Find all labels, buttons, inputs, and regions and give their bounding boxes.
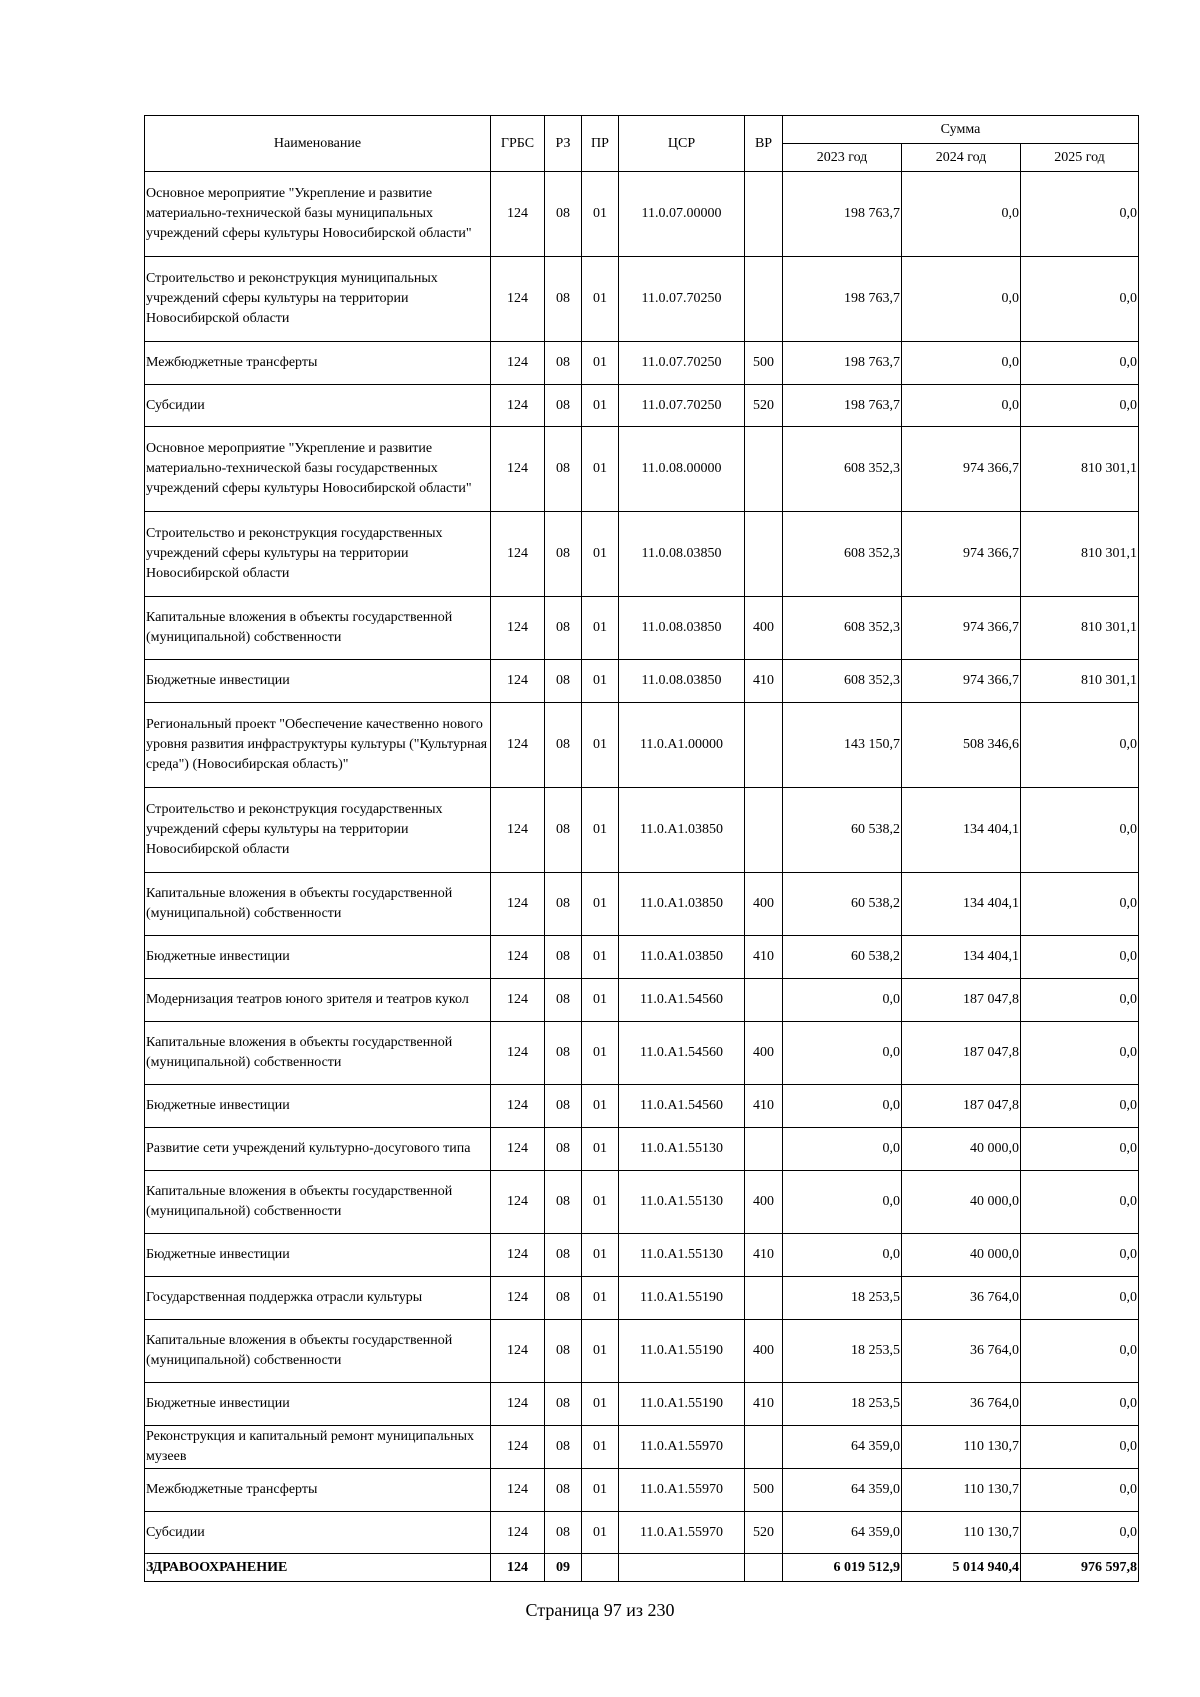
cell-vr: 410 [745, 1085, 783, 1128]
cell-rz: 08 [545, 703, 582, 788]
cell-vr: 400 [745, 873, 783, 936]
cell-y2023: 608 352,3 [783, 597, 902, 660]
cell-rz: 08 [545, 1128, 582, 1171]
cell-csr: 11.0.А1.55970 [619, 1512, 745, 1554]
cell-csr: 11.0.А1.00000 [619, 703, 745, 788]
cell-name: Бюджетные инвестиции [145, 1085, 491, 1128]
cell-y2024: 5 014 940,4 [902, 1554, 1021, 1582]
cell-grbs: 124 [491, 979, 545, 1022]
cell-csr: 11.0.А1.55130 [619, 1171, 745, 1234]
cell-name: Строительство и реконструкция государственных учреждений сферы культуры на территории Новосибирской области [145, 512, 491, 597]
cell-y2023: 0,0 [783, 979, 902, 1022]
cell-y2025: 0,0 [1021, 1171, 1139, 1234]
cell-grbs: 124 [491, 385, 545, 427]
cell-rz: 08 [545, 1234, 582, 1277]
cell-name: Бюджетные инвестиции [145, 1383, 491, 1426]
cell-pr: 01 [582, 1426, 619, 1469]
cell-name: Бюджетные инвестиции [145, 660, 491, 703]
cell-rz: 08 [545, 1469, 582, 1512]
cell-csr: 11.0.07.70250 [619, 385, 745, 427]
cell-y2024: 187 047,8 [902, 979, 1021, 1022]
cell-rz: 08 [545, 342, 582, 385]
cell-name: Межбюджетные трансферты [145, 1469, 491, 1512]
cell-y2024: 134 404,1 [902, 873, 1021, 936]
cell-vr [745, 172, 783, 257]
cell-pr: 01 [582, 385, 619, 427]
cell-name: ЗДРАВООХРАНЕНИЕ [145, 1554, 491, 1582]
cell-y2025: 0,0 [1021, 1512, 1139, 1554]
cell-y2025: 810 301,1 [1021, 512, 1139, 597]
cell-vr [745, 1426, 783, 1469]
cell-pr: 01 [582, 1022, 619, 1085]
cell-y2024: 36 764,0 [902, 1277, 1021, 1320]
cell-y2025: 0,0 [1021, 1469, 1139, 1512]
table-row [145, 1277, 1139, 1320]
cell-csr: 11.0.А1.54560 [619, 1022, 745, 1085]
cell-vr: 410 [745, 1383, 783, 1426]
cell-vr: 410 [745, 660, 783, 703]
header-grbs: ГРБС [491, 116, 545, 172]
cell-vr [745, 257, 783, 342]
header-vr: ВР [745, 116, 783, 172]
cell-csr: 11.0.08.03850 [619, 660, 745, 703]
cell-y2023: 198 763,7 [783, 172, 902, 257]
cell-grbs: 124 [491, 1022, 545, 1085]
cell-y2025: 810 301,1 [1021, 427, 1139, 512]
cell-y2023: 608 352,3 [783, 512, 902, 597]
cell-pr: 01 [582, 1469, 619, 1512]
cell-name: Модернизация театров юного зрителя и театров кукол [145, 979, 491, 1022]
cell-pr: 01 [582, 1085, 619, 1128]
cell-y2025: 0,0 [1021, 172, 1139, 257]
cell-grbs: 124 [491, 1320, 545, 1383]
cell-pr: 01 [582, 703, 619, 788]
cell-y2025: 0,0 [1021, 1426, 1139, 1469]
cell-grbs: 124 [491, 512, 545, 597]
cell-pr: 01 [582, 788, 619, 873]
cell-y2024: 40 000,0 [902, 1171, 1021, 1234]
header-csr: ЦСР [619, 116, 745, 172]
cell-csr: 11.0.А1.55130 [619, 1234, 745, 1277]
cell-y2024: 974 366,7 [902, 660, 1021, 703]
cell-csr: 11.0.А1.55970 [619, 1469, 745, 1512]
cell-grbs: 124 [491, 172, 545, 257]
cell-y2024: 0,0 [902, 257, 1021, 342]
cell-y2023: 60 538,2 [783, 936, 902, 979]
budget-table [144, 115, 1139, 1582]
page-number: Страница 97 из 230 [525, 1600, 675, 1620]
cell-vr [745, 427, 783, 512]
cell-y2023: 18 253,5 [783, 1320, 902, 1383]
cell-grbs: 124 [491, 936, 545, 979]
cell-y2024: 974 366,7 [902, 427, 1021, 512]
cell-name: Региональный проект "Обеспечение качественно нового уровня развития инфраструктуры культуры ("Культурная среда") (Новосибирская область)" [145, 703, 491, 788]
cell-y2023: 198 763,7 [783, 257, 902, 342]
cell-y2025: 0,0 [1021, 1277, 1139, 1320]
cell-rz: 08 [545, 172, 582, 257]
cell-rz: 08 [545, 427, 582, 512]
cell-y2025: 0,0 [1021, 788, 1139, 873]
cell-y2023: 64 359,0 [783, 1469, 902, 1512]
cell-rz: 08 [545, 512, 582, 597]
cell-vr [745, 979, 783, 1022]
table-row [145, 1128, 1139, 1171]
cell-pr: 01 [582, 1277, 619, 1320]
cell-name: Капитальные вложения в объекты государственной (муниципальной) собственности [145, 597, 491, 660]
cell-rz: 08 [545, 873, 582, 936]
cell-vr: 400 [745, 1171, 783, 1234]
cell-pr: 01 [582, 257, 619, 342]
cell-name: Основное мероприятие "Укрепление и развитие материально-технической базы государственных учреждений сферы культуры Новосибирской области" [145, 427, 491, 512]
cell-rz: 09 [545, 1554, 582, 1582]
cell-name: Капитальные вложения в объекты государственной (муниципальной) собственности [145, 1320, 491, 1383]
cell-rz: 08 [545, 1085, 582, 1128]
cell-vr: 400 [745, 1022, 783, 1085]
cell-vr [745, 1128, 783, 1171]
table-row [145, 873, 1139, 936]
table-body [145, 172, 1139, 1582]
cell-y2024: 187 047,8 [902, 1085, 1021, 1128]
cell-y2025: 0,0 [1021, 1022, 1139, 1085]
cell-vr [745, 703, 783, 788]
cell-pr: 01 [582, 936, 619, 979]
cell-grbs: 124 [491, 1554, 545, 1582]
table-header [145, 116, 1139, 172]
table-row [145, 1171, 1139, 1234]
cell-vr [745, 512, 783, 597]
cell-pr: 01 [582, 1128, 619, 1171]
cell-y2023: 0,0 [783, 1085, 902, 1128]
cell-csr [619, 1554, 745, 1582]
cell-grbs: 124 [491, 660, 545, 703]
cell-y2024: 110 130,7 [902, 1426, 1021, 1469]
cell-csr: 11.0.08.03850 [619, 512, 745, 597]
cell-name: Бюджетные инвестиции [145, 936, 491, 979]
cell-y2023: 64 359,0 [783, 1512, 902, 1554]
cell-csr: 11.0.А1.55190 [619, 1320, 745, 1383]
cell-y2024: 36 764,0 [902, 1383, 1021, 1426]
header-name: Наименование [145, 116, 491, 172]
table-row [145, 936, 1139, 979]
table-row [145, 172, 1139, 257]
cell-y2025: 810 301,1 [1021, 660, 1139, 703]
header-pr: ПР [582, 116, 619, 172]
cell-csr: 11.0.А1.55130 [619, 1128, 745, 1171]
cell-rz: 08 [545, 257, 582, 342]
cell-y2024: 40 000,0 [902, 1234, 1021, 1277]
cell-name: Строительство и реконструкция государственных учреждений сферы культуры на территории Новосибирской области [145, 788, 491, 873]
header-sum: Сумма [783, 116, 1139, 144]
cell-y2025: 0,0 [1021, 936, 1139, 979]
header-2023: 2023 год [783, 144, 902, 172]
cell-y2025: 0,0 [1021, 1383, 1139, 1426]
cell-y2024: 974 366,7 [902, 512, 1021, 597]
cell-csr: 11.0.А1.03850 [619, 936, 745, 979]
table-row [145, 597, 1139, 660]
table-row [145, 1320, 1139, 1383]
cell-csr: 11.0.А1.03850 [619, 788, 745, 873]
cell-grbs: 124 [491, 1128, 545, 1171]
cell-vr [745, 788, 783, 873]
cell-pr: 01 [582, 1383, 619, 1426]
cell-vr [745, 1277, 783, 1320]
cell-grbs: 124 [491, 1234, 545, 1277]
cell-vr [745, 1554, 783, 1582]
cell-y2023: 198 763,7 [783, 385, 902, 427]
table-row [145, 979, 1139, 1022]
cell-pr: 01 [582, 427, 619, 512]
cell-y2024: 0,0 [902, 172, 1021, 257]
cell-rz: 08 [545, 1277, 582, 1320]
cell-grbs: 124 [491, 1426, 545, 1469]
cell-grbs: 124 [491, 1383, 545, 1426]
cell-y2025: 0,0 [1021, 873, 1139, 936]
cell-vr: 400 [745, 597, 783, 660]
cell-y2023: 608 352,3 [783, 427, 902, 512]
cell-y2025: 0,0 [1021, 1320, 1139, 1383]
cell-pr: 01 [582, 172, 619, 257]
cell-rz: 08 [545, 1426, 582, 1469]
cell-y2025: 976 597,8 [1021, 1554, 1139, 1582]
cell-name: Субсидии [145, 1512, 491, 1554]
cell-rz: 08 [545, 1171, 582, 1234]
table-row [145, 342, 1139, 385]
cell-y2025: 0,0 [1021, 1085, 1139, 1128]
cell-y2025: 0,0 [1021, 1234, 1139, 1277]
cell-name: Развитие сети учреждений культурно-досугового типа [145, 1128, 491, 1171]
cell-rz: 08 [545, 979, 582, 1022]
header-2025: 2025 год [1021, 144, 1139, 172]
cell-y2024: 187 047,8 [902, 1022, 1021, 1085]
cell-y2024: 0,0 [902, 385, 1021, 427]
cell-y2023: 198 763,7 [783, 342, 902, 385]
cell-rz: 08 [545, 1383, 582, 1426]
cell-y2024: 110 130,7 [902, 1512, 1021, 1554]
cell-grbs: 124 [491, 703, 545, 788]
cell-y2023: 0,0 [783, 1234, 902, 1277]
cell-rz: 08 [545, 1512, 582, 1554]
cell-vr: 410 [745, 1234, 783, 1277]
cell-name: Субсидии [145, 385, 491, 427]
cell-csr: 11.0.08.00000 [619, 427, 745, 512]
cell-grbs: 124 [491, 257, 545, 342]
cell-csr: 11.0.08.03850 [619, 597, 745, 660]
cell-grbs: 124 [491, 1085, 545, 1128]
cell-vr: 410 [745, 936, 783, 979]
cell-grbs: 124 [491, 342, 545, 385]
cell-pr: 01 [582, 1171, 619, 1234]
cell-rz: 08 [545, 597, 582, 660]
table-row [145, 385, 1139, 427]
cell-y2023: 64 359,0 [783, 1426, 902, 1469]
cell-vr: 520 [745, 385, 783, 427]
cell-y2023: 6 019 512,9 [783, 1554, 902, 1582]
cell-grbs: 124 [491, 1171, 545, 1234]
header-rz: РЗ [545, 116, 582, 172]
cell-grbs: 124 [491, 427, 545, 512]
cell-grbs: 124 [491, 1469, 545, 1512]
cell-y2024: 110 130,7 [902, 1469, 1021, 1512]
table-row [145, 703, 1139, 788]
cell-pr: 01 [582, 873, 619, 936]
cell-y2025: 0,0 [1021, 342, 1139, 385]
cell-name: Строительство и реконструкция муниципальных учреждений сферы культуры на территории Новосибирской области [145, 257, 491, 342]
cell-y2024: 134 404,1 [902, 788, 1021, 873]
cell-csr: 11.0.А1.55190 [619, 1277, 745, 1320]
cell-y2024: 134 404,1 [902, 936, 1021, 979]
cell-name: Капитальные вложения в объекты государственной (муниципальной) собственности [145, 1171, 491, 1234]
cell-name: Реконструкция и капитальный ремонт муниципальных музеев [145, 1426, 491, 1469]
cell-y2025: 0,0 [1021, 1128, 1139, 1171]
cell-y2023: 18 253,5 [783, 1277, 902, 1320]
cell-y2023: 0,0 [783, 1022, 902, 1085]
cell-pr: 01 [582, 979, 619, 1022]
cell-grbs: 124 [491, 1512, 545, 1554]
cell-y2023: 0,0 [783, 1128, 902, 1171]
cell-y2025: 0,0 [1021, 385, 1139, 427]
table-row [145, 1512, 1139, 1554]
cell-csr: 11.0.07.00000 [619, 172, 745, 257]
cell-rz: 08 [545, 1320, 582, 1383]
cell-name: Бюджетные инвестиции [145, 1234, 491, 1277]
cell-y2024: 0,0 [902, 342, 1021, 385]
table-row [145, 788, 1139, 873]
cell-y2025: 0,0 [1021, 257, 1139, 342]
table-row [145, 257, 1139, 342]
header-2024: 2024 год [902, 144, 1021, 172]
cell-vr: 520 [745, 1512, 783, 1554]
cell-pr: 01 [582, 1320, 619, 1383]
cell-csr: 11.0.А1.55970 [619, 1426, 745, 1469]
cell-y2023: 608 352,3 [783, 660, 902, 703]
cell-rz: 08 [545, 385, 582, 427]
cell-y2023: 60 538,2 [783, 788, 902, 873]
table-row [145, 1383, 1139, 1426]
cell-vr: 500 [745, 1469, 783, 1512]
cell-pr: 01 [582, 597, 619, 660]
cell-csr: 11.0.07.70250 [619, 257, 745, 342]
cell-vr: 500 [745, 342, 783, 385]
cell-name: Межбюджетные трансферты [145, 342, 491, 385]
cell-y2024: 36 764,0 [902, 1320, 1021, 1383]
cell-y2025: 0,0 [1021, 703, 1139, 788]
cell-y2024: 508 346,6 [902, 703, 1021, 788]
cell-name: Капитальные вложения в объекты государственной (муниципальной) собственности [145, 1022, 491, 1085]
cell-name: Государственная поддержка отрасли культуры [145, 1277, 491, 1320]
cell-name: Основное мероприятие "Укрепление и развитие материально-технической базы муниципальных учреждений сферы культуры Новосибирской области" [145, 172, 491, 257]
cell-y2024: 40 000,0 [902, 1128, 1021, 1171]
table-row [145, 1469, 1139, 1512]
cell-pr: 01 [582, 660, 619, 703]
cell-csr: 11.0.А1.55190 [619, 1383, 745, 1426]
table-row [145, 1022, 1139, 1085]
cell-y2023: 18 253,5 [783, 1383, 902, 1426]
cell-csr: 11.0.А1.54560 [619, 979, 745, 1022]
cell-pr: 01 [582, 1234, 619, 1277]
cell-pr: 01 [582, 1512, 619, 1554]
cell-name: Капитальные вложения в объекты государственной (муниципальной) собственности [145, 873, 491, 936]
table-row [145, 1085, 1139, 1128]
table-row [145, 660, 1139, 703]
cell-y2023: 60 538,2 [783, 873, 902, 936]
cell-rz: 08 [545, 936, 582, 979]
cell-csr: 11.0.А1.03850 [619, 873, 745, 936]
table-row [145, 427, 1139, 512]
cell-pr: 01 [582, 512, 619, 597]
cell-grbs: 124 [491, 597, 545, 660]
cell-vr: 400 [745, 1320, 783, 1383]
cell-y2023: 0,0 [783, 1171, 902, 1234]
cell-grbs: 124 [491, 788, 545, 873]
cell-grbs: 124 [491, 873, 545, 936]
cell-y2023: 143 150,7 [783, 703, 902, 788]
cell-y2024: 974 366,7 [902, 597, 1021, 660]
cell-rz: 08 [545, 1022, 582, 1085]
cell-y2025: 810 301,1 [1021, 597, 1139, 660]
cell-pr [582, 1554, 619, 1582]
cell-csr: 11.0.07.70250 [619, 342, 745, 385]
cell-rz: 08 [545, 660, 582, 703]
cell-y2025: 0,0 [1021, 979, 1139, 1022]
cell-rz: 08 [545, 788, 582, 873]
table-row [145, 1426, 1139, 1469]
cell-pr: 01 [582, 342, 619, 385]
cell-csr: 11.0.А1.54560 [619, 1085, 745, 1128]
table-row [145, 512, 1139, 597]
table-row [145, 1554, 1139, 1582]
cell-grbs: 124 [491, 1277, 545, 1320]
table-row [145, 1234, 1139, 1277]
